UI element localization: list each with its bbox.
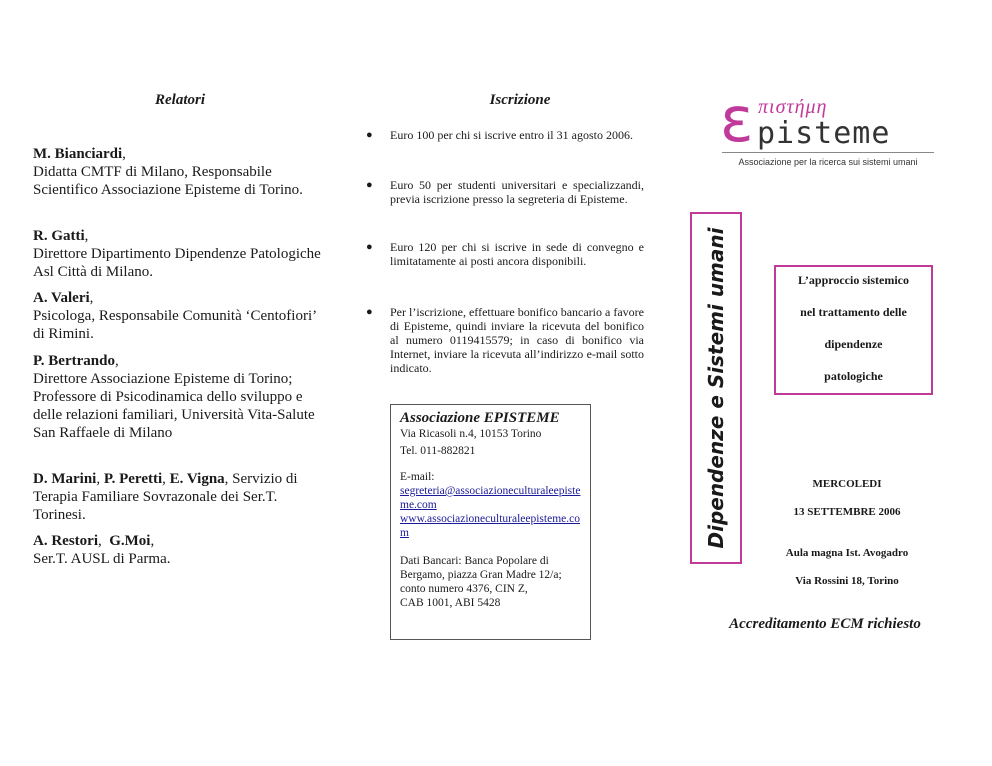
- relatori-heading: Relatori: [154, 92, 205, 108]
- speaker-desc: , Servizio di Terapia Familiare Sovrazonale dei Ser.T. Torinesi.: [33, 471, 298, 523]
- logo-subtitle: Associazione per la ricerca sui sistemi umani: [738, 157, 918, 167]
- bank-line: conto numero 4376, CIN Z,: [400, 583, 528, 595]
- bullet-icon: ●: [366, 306, 373, 318]
- bullet-text: Euro 120 per chi si iscrive in sede di convegno e limitatamente ai posti ancora disponibili.: [390, 240, 644, 268]
- speaker-restori-moi: A. Restori, G.Moi, Ser.T. AUSL di Parma.: [33, 533, 171, 567]
- fee-bullet: [366, 305, 644, 375]
- topic-line: nel trattamento delle: [800, 305, 907, 319]
- speaker-name: D. Marini: [33, 471, 97, 487]
- bank-line: Dati Bancari: Banca Popolare di: [400, 555, 549, 567]
- logo-divider: [722, 152, 934, 153]
- speaker-desc: Didatta CMTF di Milano, Responsabile Scientifico Associazione Episteme di Torino.: [33, 164, 303, 198]
- iscrizione-heading: Iscrizione: [489, 92, 551, 108]
- speaker-name: G.Moi: [109, 533, 151, 549]
- vertical-title: Dipendenze e Sistemi umani: [704, 227, 728, 549]
- speaker-gatti: [33, 227, 323, 281]
- speaker-valeri: [33, 289, 323, 343]
- event-date: 13 SETTEMBRE 2006: [793, 506, 901, 518]
- bank-line: CAB 1001, ABI 5428: [400, 597, 501, 609]
- logo-epsilon-icon: ε: [720, 83, 754, 156]
- bullet-text: Per l’iscrizione, effettuare bonifico bancario a favore di Episteme, quindi inviare la ricevuta del bonifico al numero 0119415579; in caso di bonifico via Internet, inviare la ricevuta all’indirizzo e-mail sotto indicato.: [390, 305, 644, 375]
- event-day: MERCOLEDI: [812, 478, 882, 490]
- speaker-group-torino: D. Marini, P. Peretti, E. Vigna, Servizio di Terapia Familiare Sovrazonale dei Ser.T. Torinesi.: [33, 471, 298, 523]
- bullet-icon: ●: [366, 129, 373, 141]
- speaker-name: A. Restori: [33, 533, 98, 549]
- speaker-name: A. Valeri: [33, 290, 90, 306]
- speaker-name: R. Gatti: [33, 228, 85, 244]
- email-link[interactable]: segreteria@associazioneculturaleepisteme.com: [400, 485, 581, 511]
- email-label: E-mail:: [400, 471, 435, 483]
- association-address: Via Ricasoli n.4, 10153 Torino: [400, 428, 542, 440]
- speaker-bianciardi: [33, 145, 323, 199]
- bullet-text: Euro 50 per studenti universitari e specializzandi, previa iscrizione presso la segreteria di Episteme.: [390, 178, 644, 206]
- fee-bullet: [366, 128, 644, 142]
- bullet-text: Euro 100 per chi si iscrive entro il 31 agosto 2006.: [390, 128, 633, 142]
- logo-wordmark: pisteme: [757, 116, 891, 151]
- bank-info: [400, 554, 581, 610]
- event-address: Via Rossini 18, Torino: [795, 575, 899, 587]
- event-venue: Aula magna Ist. Avogadro: [785, 547, 909, 559]
- speaker-suffix: ,: [89, 290, 94, 306]
- association-info-box: [390, 404, 591, 640]
- bullet-icon: ●: [366, 179, 373, 191]
- speaker-name: E. Vigna: [169, 471, 225, 487]
- speaker-suffix: ,: [122, 146, 126, 162]
- speaker-desc: Psicologa, Responsabile Comunità ‘Centofiori’ di Rimini.: [33, 308, 317, 342]
- speaker-desc: Direttore Dipartimento Dipendenze Patologiche Asl Città di Milano.: [33, 246, 321, 280]
- speaker-name: M. Bianciardi: [33, 146, 123, 162]
- speaker-suffix: ,: [114, 353, 119, 369]
- ecm-note: Accreditamento ECM richiesto: [729, 616, 921, 632]
- topic-line: L’approccio sistemico: [798, 273, 909, 287]
- association-tel: Tel. 011-882821: [400, 445, 476, 457]
- website-link[interactable]: www.associazioneculturaleepisteme.com: [400, 513, 580, 539]
- speaker-bertrando: [33, 352, 323, 442]
- logo-greek-text: πιστήμη: [758, 96, 828, 118]
- association-title: Associazione EPISTEME: [400, 410, 560, 426]
- speaker-name: P. Bertrando: [33, 353, 115, 369]
- fee-bullet: [366, 240, 644, 268]
- speaker-name: P. Peretti: [103, 471, 163, 487]
- topic-line: patologiche: [824, 369, 883, 383]
- fee-bullet: [366, 178, 644, 206]
- speaker-desc: Ser.T. AUSL di Parma.: [33, 551, 171, 567]
- speaker-suffix: ,: [84, 228, 89, 244]
- speaker-desc: Direttore Associazione Episteme di Torino; Professore di Psicodinamica dello sviluppo e delle relazioni familiari, Università Vita-Salute San Raffaele di Milano: [33, 371, 315, 441]
- bank-line: Bergamo, piazza Gran Madre 12/a;: [400, 569, 562, 581]
- bullet-icon: ●: [366, 241, 373, 253]
- topic-line: dipendenze: [824, 337, 883, 351]
